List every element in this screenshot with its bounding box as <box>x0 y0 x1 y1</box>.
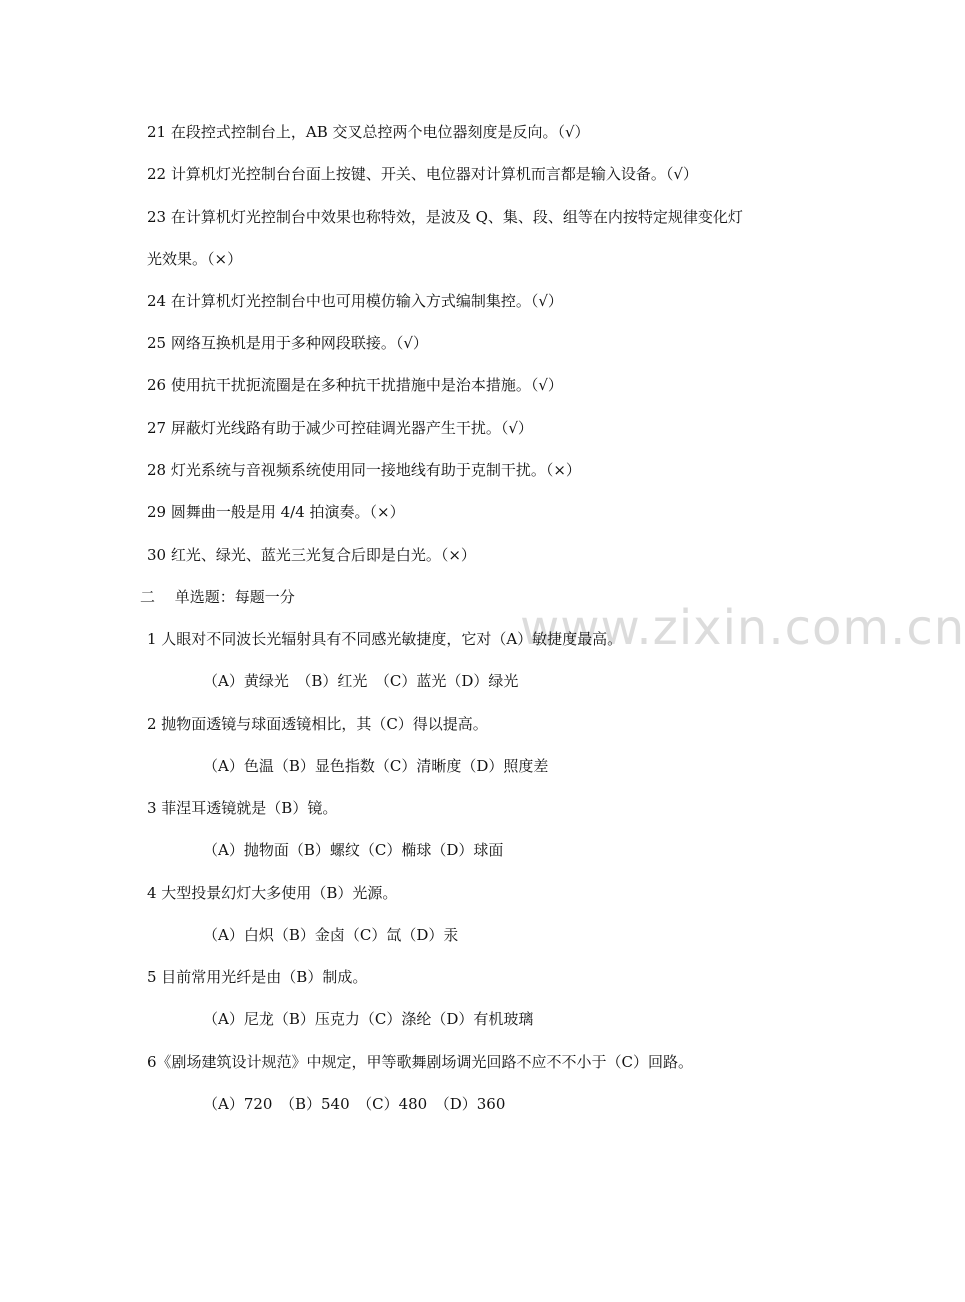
tf-question-24: 24 在计算机灯光控制台中也可用模仿输入方式编制集控。（√） <box>147 292 563 310</box>
tf-question-23: 23 在计算机灯光控制台中效果也称特效，是波及 Q、集、段、组等在内按特定规律变化灯 <box>147 208 743 226</box>
tf-question-29: 29 圆舞曲一般是用 4/4 拍演奏。（×） <box>147 503 405 521</box>
section-heading: 二 单选题：每题一分 <box>140 588 295 606</box>
watermark: www.zixin.com.cn <box>520 600 965 656</box>
tf-question-25: 25 网络互换机是用于多种网段联接。（√） <box>147 334 428 352</box>
mc-options-5: （A）尼龙（B）压克力（C）涤纶（D）有机玻璃 <box>203 1010 534 1028</box>
tf-question-22: 22 计算机灯光控制台台面上按键、开关、电位器对计算机而言都是输入设备。（√） <box>147 165 698 183</box>
mc-question-1: 1 人眼对不同波长光辐射具有不同感光敏捷度，它对（A）敏捷度最高。 <box>147 630 623 648</box>
tf-question-30: 30 红光、绿光、蓝光三光复合后即是白光。（×） <box>147 546 476 564</box>
tf-question-27: 27 屏蔽灯光线路有助于减少可控硅调光器产生干扰。（√） <box>147 419 533 437</box>
tf-question-23-continued: 光效果。（×） <box>147 250 243 268</box>
mc-question-6: 6《剧场建筑设计规范》中规定，甲等歌舞剧场调光回路不应不不小于（C）回路。 <box>147 1053 694 1071</box>
mc-question-5: 5 目前常用光纤是由（B）制成。 <box>147 968 368 986</box>
mc-options-1: （A）黄绿光 （B）红光 （C）蓝光（D）绿光 <box>203 672 519 690</box>
mc-question-2: 2 抛物面透镜与球面透镜相比，其（C）得以提高。 <box>147 715 488 733</box>
tf-question-21: 21 在段控式控制台上，AB 交叉总控两个电位器刻度是反向。（√） <box>147 123 590 141</box>
mc-options-2: （A）色温（B）显色指数（C）清晰度（D）照度差 <box>203 757 549 775</box>
mc-question-4: 4 大型投景幻灯大多使用（B）光源。 <box>147 884 398 902</box>
mc-options-4: （A）白炽（B）金卤（C）氙（D）汞 <box>203 926 459 944</box>
tf-question-28: 28 灯光系统与音视频系统使用同一接地线有助于克制干扰。（×） <box>147 461 581 479</box>
tf-question-26: 26 使用抗干扰扼流圈是在多种抗干扰措施中是治本措施。（√） <box>147 376 563 394</box>
mc-options-6: （A）720 （B）540 （C）480 （D）360 <box>203 1095 506 1113</box>
mc-question-3: 3 菲涅耳透镜就是（B）镜。 <box>147 799 338 817</box>
mc-options-3: （A）抛物面（B）螺纹（C）椭球（D）球面 <box>203 841 504 859</box>
